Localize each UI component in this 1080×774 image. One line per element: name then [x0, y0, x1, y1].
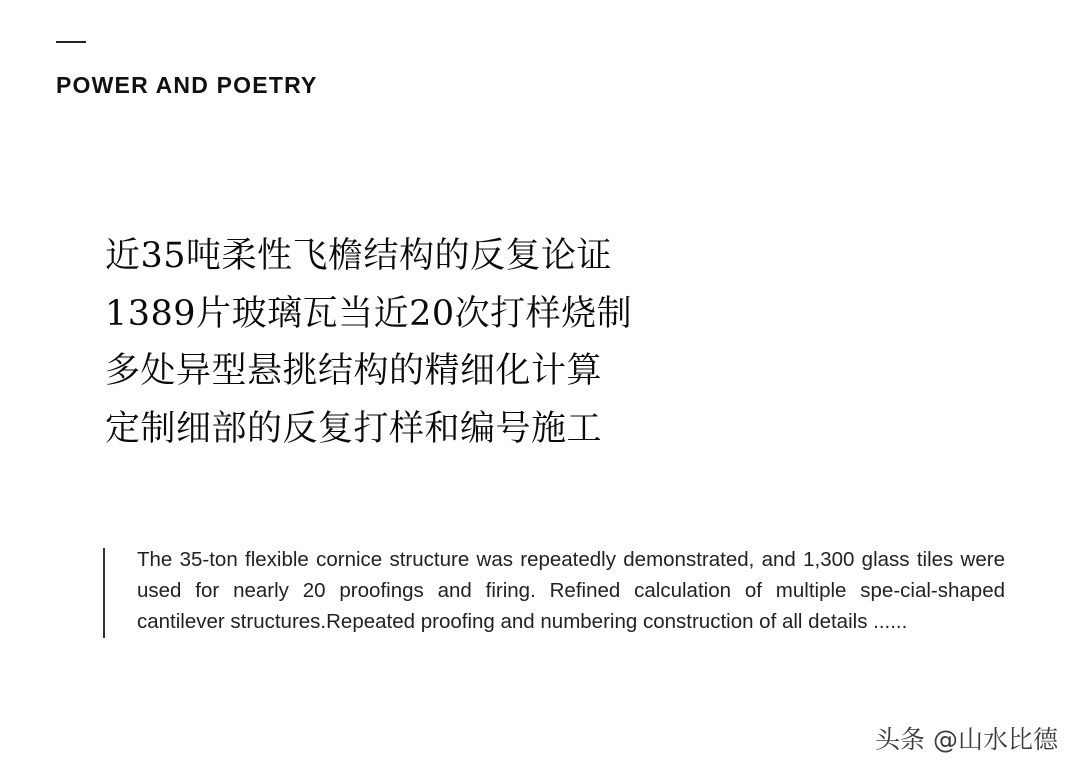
english-paragraph: The 35-ton flexible cornice structure was repeatedly demonstrated, and 1,300 glass tiles were used for nearly 20 proofings and firing. Refined calculation of multiple spe-cial-shaped cantilever structures.Repeated proofing and numbering construction of all details ......: [137, 548, 1005, 633]
watermark: 头条 @山水比德: [875, 725, 1058, 754]
section-title: POWER AND POETRY: [56, 72, 318, 98]
chinese-text-block: [105, 228, 705, 458]
chinese-line: 近35吨柔性飞檐结构的反复论证: [105, 236, 613, 276]
chinese-line: 多处异型悬挑结构的精细化计算: [105, 351, 603, 391]
chinese-line: 定制细部的反复打样和编号施工: [105, 408, 603, 449]
chinese-line: 1389片玻璃瓦当近20次打样烧制: [105, 293, 633, 334]
top-divider: [56, 41, 86, 43]
quote-bar: [103, 548, 105, 638]
